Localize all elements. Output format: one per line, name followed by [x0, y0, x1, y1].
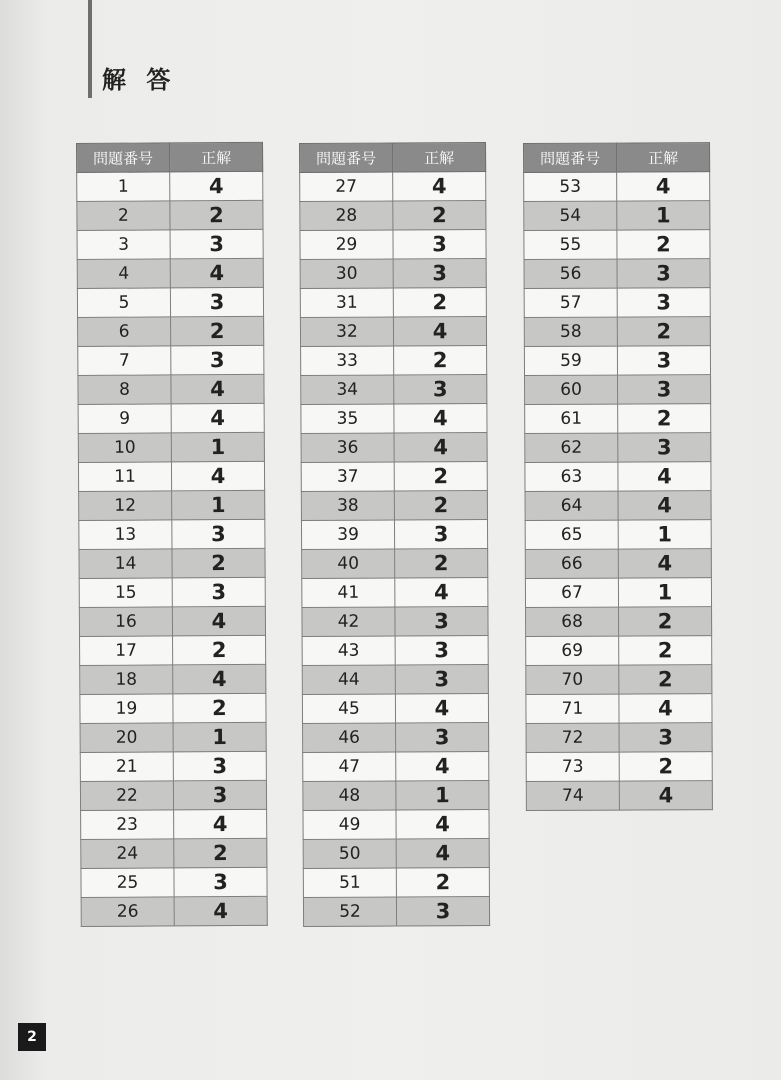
answer-cell: 3: [618, 375, 711, 404]
table-row: [302, 578, 488, 608]
question-number-cell: 40: [302, 549, 395, 578]
table-row: [302, 694, 488, 724]
question-number-cell: 15: [79, 578, 172, 608]
answer-table-2: [299, 142, 490, 927]
table-row: [300, 317, 486, 347]
answer-cell: 4: [393, 317, 486, 346]
answer-cell: 3: [395, 607, 488, 636]
table-row: [525, 578, 711, 608]
answer-table-1: [76, 142, 268, 927]
answer-header: 正解: [393, 143, 486, 172]
question-number-cell: 48: [303, 781, 396, 810]
question-number-cell: 8: [78, 375, 171, 405]
answer-cell: 1: [396, 781, 489, 810]
question-number-cell: 10: [78, 433, 171, 463]
answer-cell: 3: [170, 287, 263, 317]
table-row: [302, 607, 488, 637]
question-number-cell: 43: [302, 636, 395, 665]
question-number-cell: 29: [300, 230, 393, 259]
header-row: [524, 143, 710, 173]
table-row: [526, 781, 712, 811]
question-number-cell: 51: [303, 868, 396, 897]
table-row: [301, 346, 487, 376]
answer-cell: 3: [394, 520, 487, 549]
question-number-cell: 22: [80, 781, 173, 811]
page-number: 2: [18, 1023, 46, 1051]
table-row: [524, 317, 710, 347]
question-number-cell: 12: [79, 491, 172, 521]
table-row: [77, 229, 263, 259]
answer-cell: 4: [173, 664, 266, 694]
answer-cell: 1: [173, 722, 266, 752]
question-number-cell: 54: [524, 201, 617, 230]
question-number-cell: 33: [301, 346, 394, 375]
table-row: [79, 577, 265, 607]
answer-cell: 3: [617, 288, 710, 317]
answer-cell: 3: [617, 346, 710, 375]
answer-cell: 2: [619, 636, 712, 665]
question-number-cell: 66: [525, 549, 618, 578]
question-number-cell: 47: [303, 752, 396, 781]
table-row: [78, 461, 264, 491]
answer-cell: 4: [619, 694, 712, 723]
table-row: [303, 868, 489, 898]
answer-cell: 3: [173, 751, 266, 781]
answer-cell: 4: [171, 403, 264, 433]
answer-cell: 3: [395, 665, 488, 694]
question-number-cell: 62: [525, 433, 618, 462]
table-row: [302, 665, 488, 695]
answer-cell: 3: [618, 433, 711, 462]
question-number-cell: 9: [78, 404, 171, 434]
answer-cell: 3: [393, 259, 486, 288]
table-row: [300, 201, 486, 231]
answer-cell: 4: [617, 172, 710, 201]
table-row: [78, 345, 264, 375]
table-row: [301, 491, 487, 521]
answer-cell: 4: [170, 258, 263, 288]
question-number-cell: 11: [78, 462, 171, 492]
question-number-cell: 5: [77, 288, 170, 318]
answer-cell: 4: [618, 491, 711, 520]
answer-cell: 2: [394, 346, 487, 375]
answer-cell: 2: [619, 665, 712, 694]
question-number-cell: 72: [526, 723, 619, 752]
answer-cell: 3: [172, 577, 265, 607]
question-number-cell: 2: [77, 201, 170, 231]
table-row: [77, 171, 263, 201]
question-number-cell: 73: [526, 752, 619, 781]
table-row: [78, 374, 264, 404]
question-number-header: 問題番号: [524, 143, 617, 172]
question-number-cell: 65: [525, 520, 618, 549]
question-number-cell: 69: [526, 636, 619, 665]
answer-cell: 2: [617, 317, 710, 346]
question-number-cell: 67: [525, 578, 618, 607]
question-number-cell: 44: [302, 665, 395, 694]
table-row: [78, 316, 264, 346]
question-number-cell: 1: [77, 172, 170, 202]
table-row: [300, 288, 486, 318]
table-row: [301, 520, 487, 550]
question-number-cell: 25: [81, 868, 174, 898]
answer-cell: 4: [396, 810, 489, 839]
question-number-cell: 52: [303, 897, 396, 926]
question-number-cell: 23: [81, 810, 174, 840]
table-row: [303, 781, 489, 811]
table-row: [81, 809, 267, 839]
table-row: [81, 867, 267, 897]
question-number-cell: 28: [300, 201, 393, 230]
answer-cell: 1: [172, 490, 265, 520]
question-number-cell: 21: [80, 752, 173, 782]
answer-cell: 2: [173, 693, 266, 723]
question-number-cell: 55: [524, 230, 617, 259]
table-row: [77, 258, 263, 288]
table-row: [302, 549, 488, 579]
page-title: 解 答: [102, 66, 177, 94]
question-number-cell: 18: [80, 665, 173, 695]
answer-cell: 4: [619, 781, 712, 810]
question-number-cell: 24: [81, 839, 174, 869]
question-number-cell: 49: [303, 810, 396, 839]
table-row: [525, 520, 711, 550]
table-row: [301, 433, 487, 463]
answer-cell: 2: [396, 868, 489, 897]
table-row: [300, 259, 486, 289]
answer-cell: 2: [170, 200, 263, 230]
table-row: [525, 549, 711, 579]
question-number-cell: 14: [79, 549, 172, 579]
question-number-cell: 7: [78, 346, 171, 376]
table-row: [525, 491, 711, 521]
table-row: [80, 693, 266, 723]
question-number-cell: 35: [301, 404, 394, 433]
answer-cell: 4: [618, 549, 711, 578]
answer-cell: 3: [393, 230, 486, 259]
question-number-cell: 34: [301, 375, 394, 404]
answer-cell: 3: [173, 780, 266, 810]
table-row: [300, 172, 486, 202]
question-number-cell: 46: [303, 723, 396, 752]
table-row: [300, 230, 486, 260]
table-row: [303, 839, 489, 869]
question-number-cell: 30: [300, 259, 393, 288]
table-row: [526, 636, 712, 666]
table-row: [79, 490, 265, 520]
table-row: [301, 404, 487, 434]
answer-cell: 4: [174, 896, 267, 926]
table-row: [526, 752, 712, 782]
question-number-cell: 4: [77, 259, 170, 289]
question-number-cell: 41: [302, 578, 395, 607]
answer-cell: 2: [171, 316, 264, 346]
answer-cell: 3: [394, 375, 487, 404]
table-row: [526, 694, 712, 724]
answer-cell: 4: [394, 404, 487, 433]
question-number-cell: 31: [300, 288, 393, 317]
table-row: [80, 780, 266, 810]
answer-cell: 4: [170, 171, 263, 201]
table-row: [524, 172, 710, 202]
answer-cell: 4: [395, 694, 488, 723]
answer-cell: 4: [618, 462, 711, 491]
answer-cell: 3: [396, 723, 489, 752]
table-row: [526, 723, 712, 753]
table-row: [302, 636, 488, 666]
question-number-cell: 39: [301, 520, 394, 549]
table-row: [525, 462, 711, 492]
answer-cell: 3: [171, 345, 264, 375]
answer-cell: 2: [174, 838, 267, 868]
answer-cell: 3: [170, 229, 263, 259]
header-row: [77, 142, 263, 172]
table-row: [78, 403, 264, 433]
question-number-cell: 38: [301, 491, 394, 520]
header-row: [300, 143, 486, 173]
table-row: [526, 607, 712, 637]
answer-cell: 1: [618, 578, 711, 607]
title-accent-bar: [88, 0, 92, 98]
answer-cell: 3: [172, 519, 265, 549]
table-row: [525, 375, 711, 405]
answer-cell: 1: [171, 432, 264, 462]
answer-cell: 2: [173, 635, 266, 665]
answer-cell: 3: [174, 867, 267, 897]
question-number-cell: 59: [524, 346, 617, 375]
answer-header: 正解: [617, 143, 710, 172]
question-number-cell: 20: [80, 723, 173, 753]
question-number-cell: 16: [79, 607, 172, 637]
table-row: [78, 432, 264, 462]
table-row: [524, 288, 710, 318]
answer-cell: 4: [396, 839, 489, 868]
question-number-cell: 71: [526, 694, 619, 723]
question-number-cell: 53: [524, 172, 617, 201]
question-number-cell: 37: [301, 462, 394, 491]
question-number-cell: 3: [77, 230, 170, 260]
answer-cell: 2: [619, 607, 712, 636]
question-number-header: 問題番号: [77, 143, 170, 173]
question-number-cell: 58: [524, 317, 617, 346]
answer-cell: 2: [619, 752, 712, 781]
table-row: [524, 346, 710, 376]
table-row: [79, 606, 265, 636]
answer-cell: 4: [174, 809, 267, 839]
answer-cell: 4: [171, 461, 264, 491]
question-number-cell: 42: [302, 607, 395, 636]
table-row: [303, 723, 489, 753]
question-number-cell: 19: [80, 694, 173, 724]
answer-cell: 3: [617, 259, 710, 288]
answer-cell: 4: [394, 433, 487, 462]
answer-cell: 3: [395, 636, 488, 665]
table-row: [524, 230, 710, 260]
table-row: [79, 519, 265, 549]
table-row: [303, 810, 489, 840]
question-number-cell: 57: [524, 288, 617, 317]
answer-cell: 3: [619, 723, 712, 752]
answer-cell: 3: [396, 897, 489, 926]
question-number-cell: 27: [300, 172, 393, 201]
question-number-cell: 26: [81, 897, 174, 927]
table-row: [77, 287, 263, 317]
answer-header: 正解: [170, 142, 263, 172]
question-number-cell: 68: [526, 607, 619, 636]
question-number-cell: 60: [525, 375, 618, 404]
table-row: [525, 433, 711, 463]
table-row: [77, 200, 263, 230]
question-number-cell: 70: [526, 665, 619, 694]
table-row: [80, 722, 266, 752]
table-row: [301, 462, 487, 492]
answer-cell: 4: [396, 752, 489, 781]
answer-cell: 2: [395, 549, 488, 578]
answer-table-3: [523, 142, 713, 811]
answer-cell: 4: [172, 606, 265, 636]
table-row: [524, 201, 710, 231]
table-row: [79, 548, 265, 578]
answer-cell: 2: [617, 230, 710, 259]
table-row: [81, 838, 267, 868]
table-row: [525, 404, 711, 434]
question-number-cell: 50: [303, 839, 396, 868]
table-row: [524, 259, 710, 289]
answer-cell: 4: [171, 374, 264, 404]
table-row: [301, 375, 487, 405]
question-number-cell: 64: [525, 491, 618, 520]
question-number-cell: 63: [525, 462, 618, 491]
question-number-cell: 74: [526, 781, 619, 810]
table-row: [303, 897, 489, 927]
question-number-cell: 36: [301, 433, 394, 462]
table-row: [526, 665, 712, 695]
table-row: [80, 664, 266, 694]
question-number-cell: 17: [80, 636, 173, 666]
answer-cell: 4: [393, 172, 486, 201]
question-number-header: 問題番号: [300, 143, 393, 172]
question-number-cell: 6: [78, 317, 171, 347]
answer-cell: 2: [394, 491, 487, 520]
answer-cell: 2: [172, 548, 265, 578]
answer-cell: 2: [394, 462, 487, 491]
answer-cell: 2: [393, 201, 486, 230]
table-row: [303, 752, 489, 782]
answer-cell: 4: [395, 578, 488, 607]
question-number-cell: 32: [300, 317, 393, 346]
answer-cell: 1: [617, 201, 710, 230]
answer-cell: 2: [393, 288, 486, 317]
question-number-cell: 13: [79, 520, 172, 550]
table-row: [81, 896, 267, 926]
answer-cell: 1: [618, 520, 711, 549]
answer-cell: 2: [618, 404, 711, 433]
question-number-cell: 61: [525, 404, 618, 433]
question-number-cell: 56: [524, 259, 617, 288]
table-row: [80, 751, 266, 781]
table-row: [80, 635, 266, 665]
question-number-cell: 45: [302, 694, 395, 723]
